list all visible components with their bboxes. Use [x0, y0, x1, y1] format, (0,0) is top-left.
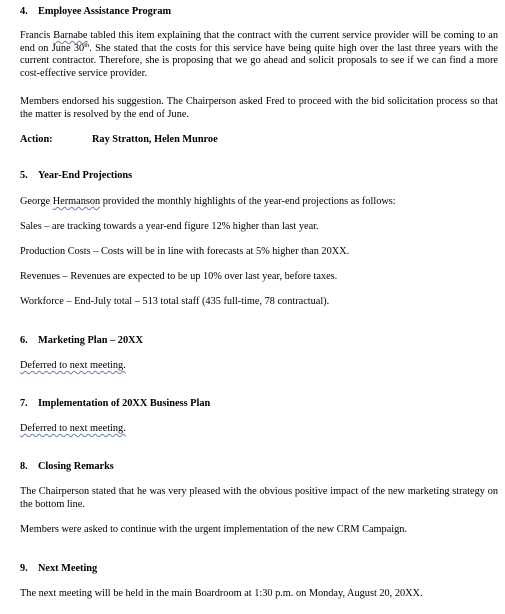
section-8-number: 8. — [20, 461, 28, 472]
section-9-number: 9. — [20, 563, 28, 574]
section-9-heading — [20, 563, 498, 576]
action-assignees: Ray Stratton, Helen Munroe — [92, 134, 218, 145]
spell-flag-barnabe: Barnabe — [53, 30, 88, 41]
projection-sales: Sales – are tracking towards a year-end figure 12% higher than last year. — [20, 221, 319, 232]
section-4-number: 4. — [20, 6, 28, 17]
section-5-intro-b: provided the monthly highlights of the year-end projections as follows: — [100, 196, 396, 207]
projection-workforce: Workforce – End-July total – 513 total staff (435 full-time, 78 contractual). — [20, 296, 330, 307]
section-9-title: Next Meeting — [38, 563, 98, 574]
action-label: Action: — [20, 134, 53, 145]
section-5-title: Year-End Projections — [38, 170, 133, 181]
section-4-action — [20, 134, 498, 147]
section-5-intro — [20, 196, 498, 209]
section-4-title: Employee Assistance Program — [38, 6, 172, 17]
section-7-heading — [20, 398, 498, 411]
section-4-paragraph-2: Members endorsed his suggestion. The Chairperson asked Fred to proceed with the bid solicitation process so that the matter is resolved by the end of June. — [20, 96, 498, 120]
section-5-heading — [20, 170, 498, 183]
section-4-p1-text-a: Francis — [20, 30, 54, 41]
ordinal-superscript: th — [84, 41, 90, 49]
projection-revenues: Revenues – Revenues are expected to be up 10% over last year, before taxes. — [20, 271, 338, 282]
section-4-p1-text-c: . She stated that the costs for this service have being quite high over the last three years with the current contractor. Therefore, she is proposing that we go ahead and solicit proposals to see if we can find a more cost-effective service provider. — [20, 42, 498, 79]
projection-production-costs: Production Costs – Costs will be in line with forecasts at 5% higher than 20XX. — [20, 246, 350, 257]
section-6-number: 6. — [20, 335, 28, 346]
section-6-heading — [20, 335, 498, 348]
section-4-p1-text-b: tabled this item explaining that the contract with the current service provider will be coming to an end on June 30 — [20, 30, 498, 54]
section-5-number: 5. — [20, 170, 28, 181]
section-8-paragraph-1: The Chairperson stated that he was very pleased with the obvious positive impact of the new marketing strategy on the bottom line. — [20, 486, 498, 510]
section-8-title: Closing Remarks — [38, 461, 114, 472]
section-7-title: Implementation of 20XX Business Plan — [38, 398, 211, 409]
section-6-title: Marketing Plan – 20XX — [38, 335, 143, 346]
section-6-body — [20, 360, 498, 373]
section-7-number: 7. — [20, 398, 28, 409]
section-9-body: The next meeting will be held in the main Boardroom at 1:30 p.m. on Monday, August 20, 20XX. — [20, 588, 423, 599]
section-4-heading — [20, 6, 498, 19]
section-5-intro-a: George — [20, 196, 53, 207]
section-8-heading — [20, 461, 498, 474]
section-7-deferred-text: Deferred to next meeting. — [20, 423, 126, 434]
section-7-body — [20, 423, 498, 436]
section-4-paragraph-1 — [20, 30, 498, 80]
section-6-deferred-text: Deferred to next meeting. — [20, 360, 126, 371]
section-8-paragraph-2: Members were asked to continue with the urgent implementation of the new CRM Campaign. — [20, 524, 408, 535]
spell-flag-hermanson: Hermanson — [52, 196, 101, 207]
